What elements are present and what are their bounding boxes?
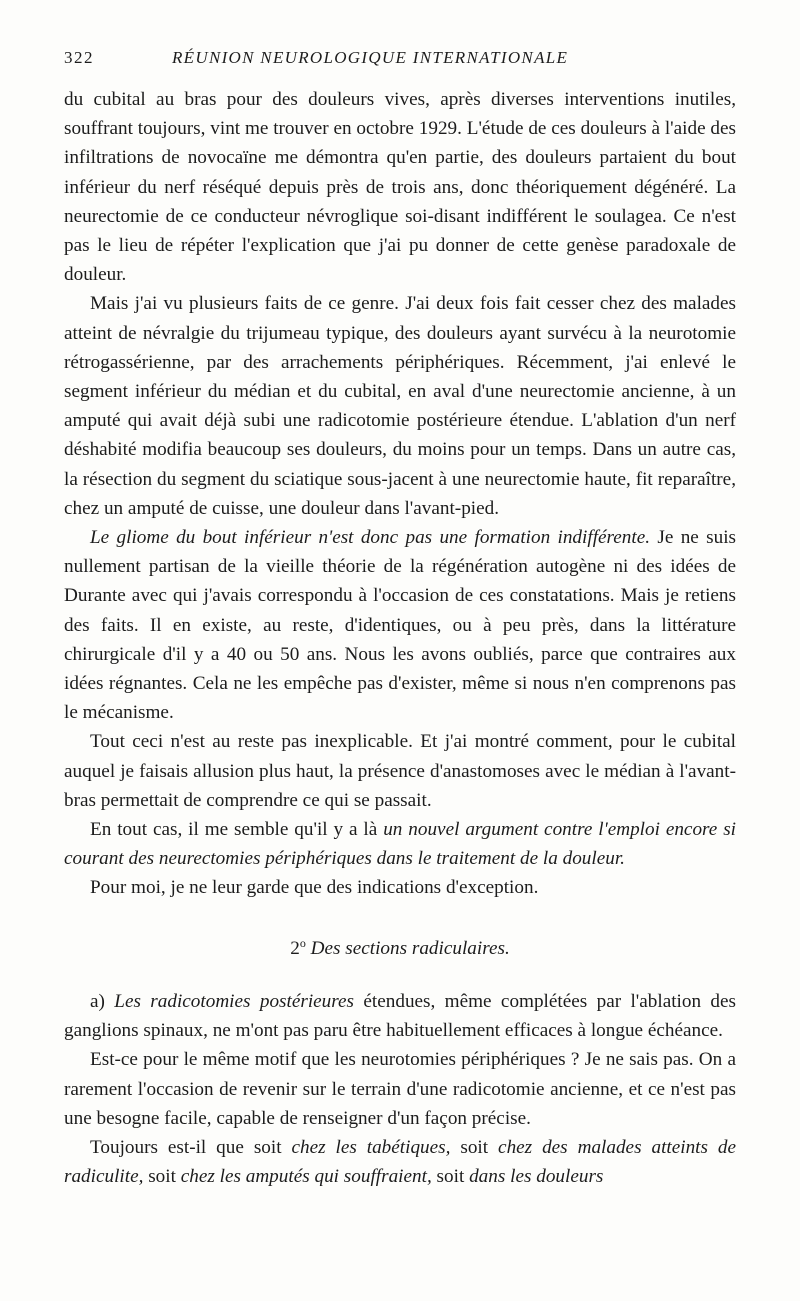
paragraph-7 (64, 987, 736, 1045)
italic-phrase-3: chez les amputés qui souffraient, (180, 1166, 432, 1188)
paragraph-6: Pour moi, je ne leur garde que des indications d'exception. (90, 877, 539, 899)
paragraph-8: Est-ce pour le même motif que les neurotomies périphériques ? Je ne sais pas. On a rarement l'occasion de revenir sur le terrain d'une radicotomie ancienne, et ce n'est pas une besogne facile, capable de renseigner d'un façon précise. (64, 1049, 736, 1129)
running-title: RÉUNION NEUROLOGIQUE INTERNATIONALE (172, 48, 569, 67)
section-number-superscript: o (299, 935, 306, 950)
paragraph-7-text: étendues, même complétées par l'ablation des ganglions spinaux, ne m'ont pas paru être habituellement efficaces à longue échéance. (64, 990, 737, 1042)
paragraph-3 (64, 523, 736, 727)
paragraph-3-text: Je ne suis nullement partisan de la vieille théorie de la régénération autogène ni des idées de Durante avec qui j'avais correspondu à l'occasion de ces constatations. Mais je retiens des faits. Il en existe, au reste, d'identiques, ou à peu près, dans la littérature chirurgicale d'il y a 40 ou 50 ans. Nous les avons oubliés, parce que contraires aux idées régnantes. Cela ne les empêche pas d'exister, même si nous n'en comprenons pas le mécanisme. (64, 527, 737, 724)
italic-phrase-1: chez les tabétiques, (291, 1136, 451, 1158)
section-heading (64, 929, 736, 963)
italic-phrase-2: chez des malades atteints de radiculite, (64, 1136, 737, 1188)
italic-phrase-4: dans les douleurs (469, 1166, 604, 1188)
paragraph-1: du cubital au bras pour des douleurs vives, après diverses interventions inutiles, souffrant toujours, vint me trouver en octobre 1929. L'étude de ces douleurs à l'aide des infiltrations de novocaïne me démontra qu'en partie, des douleurs partaient du bout inférieur du nerf réséqué depuis près de trois ans, donc théoriquement dégénéré. La neurectomie de ce conducteur névroglique soi-disant indifférent le soulagea. Ce n'est pas le lieu de répéter l'explication que j'ai pu donner de cette genèse paradoxale de douleur. (64, 89, 736, 286)
page-header (64, 48, 736, 74)
paragraph-5 (64, 815, 736, 873)
page-number: 322 (64, 48, 94, 67)
list-label: a) (90, 990, 105, 1012)
paragraph-9-text: Toujours est-il que soit (90, 1136, 282, 1158)
paragraph-5-text: En tout cas, il me semble qu'il y a là (90, 819, 378, 841)
italic-statement: Le gliome du bout inférieur n'est donc pas une formation indifférente. (90, 527, 651, 549)
section-number: 2 (290, 937, 300, 959)
connector-1: soit (460, 1136, 489, 1158)
paragraph-9 (64, 1133, 736, 1191)
paragraph-4: Tout ceci n'est au reste pas inexplicable. Et j'ai montré comment, pour le cubital auquel je faisais allusion plus haut, la présence d'anastomoses avec le médian à l'avant-bras permettait de comprendre ce qui se passait. (64, 731, 736, 811)
body-text (64, 85, 736, 1191)
italic-term: Les radicotomies postérieures (114, 990, 355, 1012)
paragraph-2: Mais j'ai vu plusieurs faits de ce genre. J'ai deux fois fait cesser chez des malades atteint de névralgie du trijumeau typique, des douleurs ayant survécu à la neurotomie rétrogassérienne, par des arrachements périphériques. Récemment, j'ai enlevé le segment inférieur du médian et du cubital, en aval d'une neurectomie ancienne, à un amputé qui avait déjà subi une radicotomie postérieure étendue. L'ablation d'un nerf déshabité modifia beaucoup ses douleurs, du moins pour un temps. Dans un autre cas, la résection du segment du sciatique sous-jacent à une neurectomie haute, fit reparaître, chez un amputé de cuisse, une douleur dans l'avant-pied. (64, 293, 736, 519)
section-title: Des sections radiculaires. (310, 937, 510, 959)
connector-2: soit (148, 1166, 176, 1188)
italic-argument: un nouvel argument contre l'emploi encore si courant des neurectomies périphériques dans le traitement de la douleur. (64, 819, 737, 870)
connector-3: soit (436, 1166, 465, 1188)
